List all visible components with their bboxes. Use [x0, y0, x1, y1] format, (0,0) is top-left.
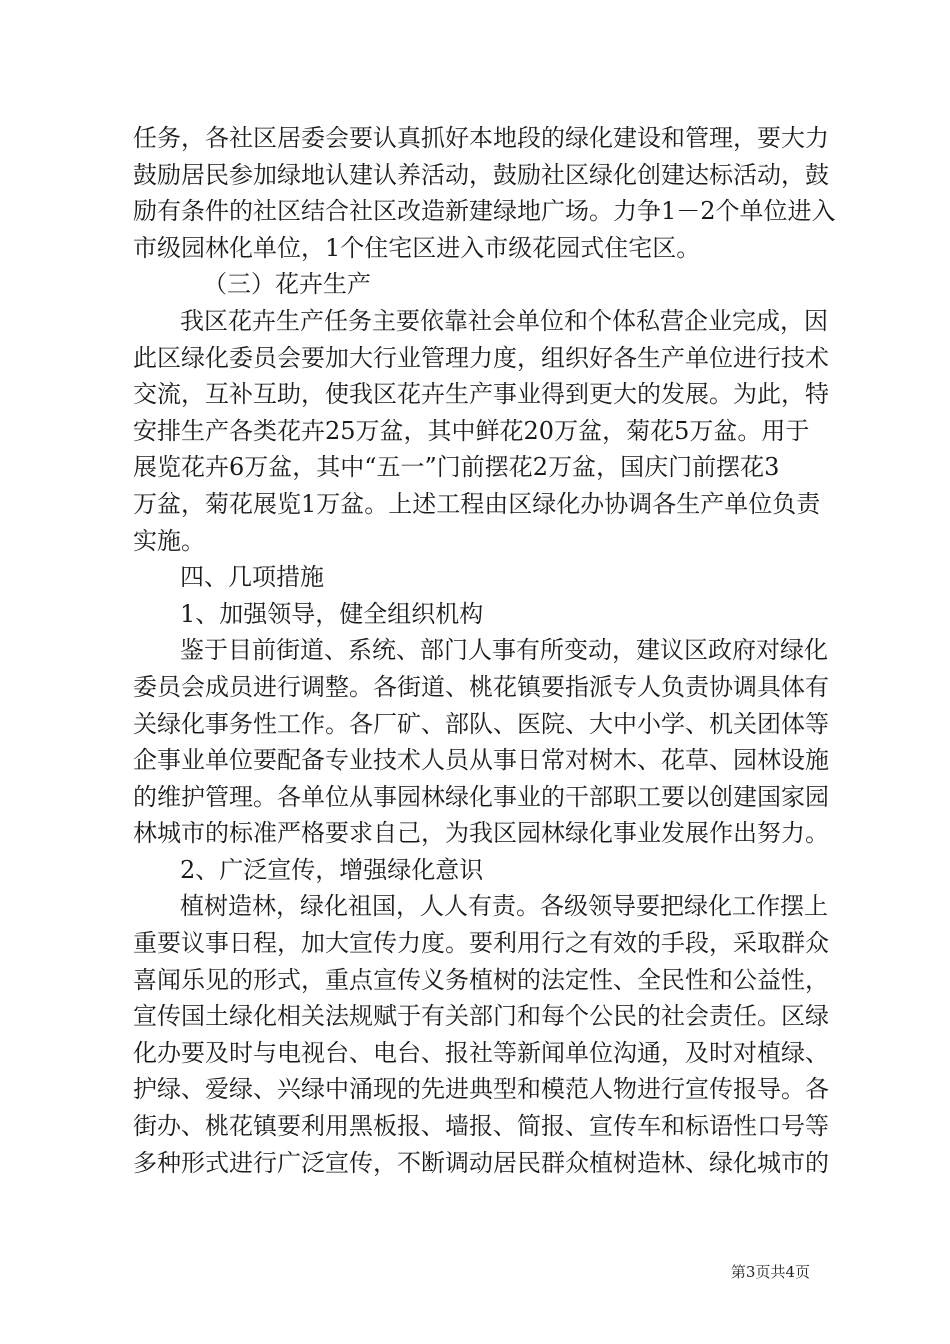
text-line: 2、广泛宣传，增强绿化意识	[180, 855, 484, 884]
text-line: 林城市的标准严格要求自己，为我区园林绿化事业发展作出努力。	[133, 819, 829, 848]
text-line: 我区花卉生产任务主要依靠社会单位和个体私营企业完成，因	[180, 306, 828, 335]
text-line: 护绿、爱绿、兴绿中涌现的先进典型和模范人物进行宣传报导。各	[133, 1075, 829, 1104]
text-line: 交流，互补互助，使我区花卉生产事业得到更大的发展。为此，特	[133, 380, 829, 409]
text-line: 市级园林化单位，1个住宅区进入市级花园式住宅区。	[133, 233, 701, 262]
text-line: 鉴于目前街道、系统、部门人事有所变动，建议区政府对绿化	[180, 636, 828, 665]
text-line: 安排生产各类花卉25万盆，其中鲜花20万盆，菊花5万盆。用于	[133, 416, 810, 445]
text-line: 1、加强领导，健全组织机构	[180, 599, 484, 628]
text-line: 展览花卉6万盆，其中“五一”门前摆花2万盆，国庆门前摆花3	[133, 453, 780, 482]
text-line: 化办要及时与电视台、电台、报社等新闻单位沟通，及时对植绿、	[133, 1038, 829, 1067]
text-line: 的维护管理。各单位从事园林绿化事业的干部职工要以创建国家园	[133, 782, 829, 811]
text-line: （三）花卉生产	[203, 270, 371, 299]
text-line: 实施。	[133, 526, 205, 555]
text-line: 关绿化事务性工作。各厂矿、部队、医院、大中小学、机关团体等	[133, 709, 829, 738]
document-body	[133, 120, 836, 1181]
text-line: 万盆，菊花展览1万盆。上述工程由区绿化办协调各生产单位负责	[133, 489, 821, 518]
text-line: 植树造林，绿化祖国，人人有责。各级领导要把绿化工作摆上	[180, 892, 828, 921]
text-line: 多种形式进行广泛宣传，不断调动居民群众植树造林、绿化城市的	[133, 1148, 829, 1177]
text-line: 重要议事日程，加大宣传力度。要利用行之有效的手段，采取群众	[133, 929, 829, 958]
text-line: 宣传国土绿化相关法规赋于有关部门和每个公民的社会责任。区绿	[133, 1002, 829, 1031]
text-line: 任务，各社区居委会要认真抓好本地段的绿化建设和管理，要大力	[133, 124, 829, 152]
page-number-footer: 第3页共4页	[730, 1263, 810, 1281]
text-line: 街办、桃花镇要利用黑板报、墙报、简报、宣传车和标语性口号等	[133, 1112, 829, 1141]
text-line: 喜闻乐见的形式，重点宣传义务植树的法定性、全民性和公益性，	[133, 965, 829, 994]
text-line: 企事业单位要配备专业技术人员从事日常对树木、花草、园林设施	[133, 746, 829, 775]
text-line: 励有条件的社区结合社区改造新建绿地广场。力争1－2个单位进入	[133, 197, 836, 226]
text-line: 委员会成员进行调整。各街道、桃花镇要指派专人负责协调具体有	[133, 672, 829, 701]
text-line: 四、几项措施	[180, 563, 324, 592]
text-line: 此区绿化委员会要加大行业管理力度，组织好各生产单位进行技术	[133, 343, 829, 372]
text-line: 鼓励居民参加绿地认建认养活动，鼓励社区绿化创建达标活动，鼓	[133, 160, 829, 189]
